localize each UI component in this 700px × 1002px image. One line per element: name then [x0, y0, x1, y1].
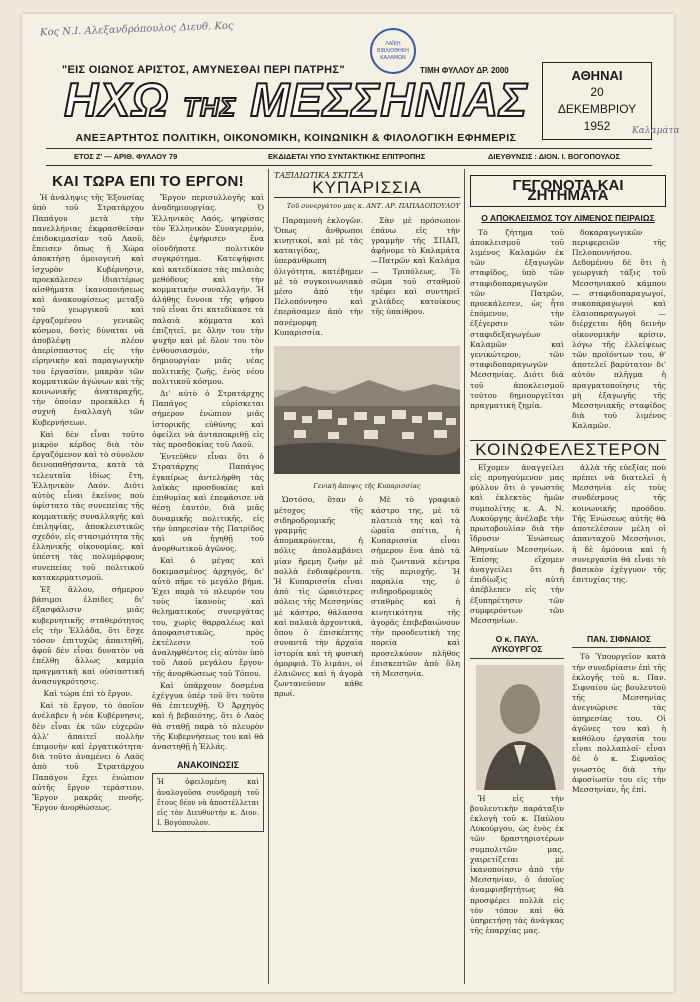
lead-paragraph: Καὶ ὑπάρχουν δοσμένα ἐχέγγυα ὑπὲρ τοῦ ὅτι τοῦτο θὰ ἐπιτευχθῇ. Ὁ Ἀρχηγὸς καὶ ἡ βεβαιότης, ὅτι ὁ Λαὸς θὰ σταθῇ παρὰ τὸ πλευρὸν τῆς Κυβερνήσεως του καὶ θὰ ἀναστηθῇ ἡ Ἑλλάς.	[152, 680, 264, 751]
profile-title: ΠΑΝ. ΣΙΦΝΑΙΟΣ	[572, 634, 666, 648]
notice-title: ΑΝΑΚΟΙΝΩΣΙΣ	[176, 760, 240, 771]
section-kicker: ΤΑΞΙΔΙΩΤΙΚΑ ΣΚΙΤΣΑ	[274, 171, 364, 180]
article-paragraph: Παραμονὴ ἐκλογῶν. Ὅπως ἄνθρωποι κινητικοί, καὶ μὲ τὰς καταιγίδας, ὑπεράνθρωπη ὀλιγότητα, κατέβημεν μὲ τὸ συγκοινωνιακὸ μέσο ἀπὸ τὴν Πελοπόννησο καὶ ἐπεράσαμεν ἀπὸ τὴν πανέμορφη Κυπαρισσία.	[274, 215, 363, 337]
profile-title: Ο κ. ΠΑΥΛ. ΛΥΚΟΥΡΓΟΣ	[470, 634, 564, 658]
notice-text: Ἡ ὀφειλομένη καὶ ἀναλογοῦσα συνδρομὴ τοῦ ἔτους δέον νὰ ἀποστέλλεται εἰς τὸν Διευθυντὴν κ. Διον. Ι. Βογόπουλον.	[152, 773, 264, 832]
issue-price: ΤΙΜΗ ΦΥΛΛΟΥ ΔΡ. 2000	[420, 66, 509, 75]
news-section-title: ΚΟΙΝΩΦΕΛΕΣΤΕΡΟΝ	[470, 440, 666, 460]
article-byline: Τοῦ συνεργάτου μας κ. ΑΝΤ. ΑΡ. ΠΑΠΑΔΟΠΟΥΛΟΥ	[286, 202, 460, 211]
lead-paragraph: Δι' αὐτὸ ὁ Στρατάρχης Παπάγος εὑρίσκεται σήμερον ἐνώπιον μιᾶς ἱστορικῆς εὐθύνης καὶ ὀφείλει νὰ ἀνταποκριθῇ εἰς τὰς προσδοκίας τοῦ Λαοῦ.	[152, 389, 264, 450]
lead-column-2	[152, 193, 264, 832]
article-paragraph: Ὡστόσο, ὅταν ὁ μέτοχος τῆς σιδηροδρομικῆς γραμμῆς ἀπομακρύνεται, ἡ πόλις ἀπολαμβάνει μίαν ἤρεμη ζωὴν μὲ πολλὰ ἐνδιαφέροντα. Ἡ Κυπαρισσία εἶναι ἀπὸ τὶς ὡραιότερες πόλεις τῆς Μεσσηνίας μὲ κάστρο, θάλασσα καὶ παλαιὰ ἀρχοντικά, ὅπου ὁ ἐπισκέπτης συναντᾶ τὴν ἀρχαία ἱστορία καὶ τὴ φυσικὴ ὀμορφιά. Τὸ λιμάνι, οἱ ἐλαιῶνες καὶ ἡ ἀγορὰ ζωντανεύουν κάθε πρωί.	[274, 495, 363, 699]
lead-paragraph: Καὶ τὸ ἔργον, τὸ ὁποῖον ἀνέλαβεν ἡ νέα Κυβέρνησις, δὲν εἶναι ἐκ τῶν εὐχερῶν ἀλλ' ἀπαιτεῖ πολλὴν ἐπιμονὴν καὶ ἐργατικότητα· διὰ τοῦτο ἀναμένει ὁ Λαὸς ἀπὸ τοῦ Στρατάρχου Παπάγου ἔχει ἐνώπιον αὐτῆς ἔργον τεράστιον. Ἔργον μακρᾶς πνοῆς. Ἔργον ἀνορθώσεως.	[32, 701, 144, 813]
column-rule	[268, 169, 269, 984]
news-subtitle: Ο ΑΠΟΚΛΕΙΣΜΟΣ ΤΟΥ ΛΙΜΕΝΟΣ ΠΕΙΡΑΙΩΣ	[481, 213, 655, 224]
handwritten-note: Κος Ν.Ι. Αλεξανδρόπουλος Διευθ. Κος	[39, 20, 234, 39]
lead-paragraph: Ἐξ ἄλλου, σήμερον βάσιμοι ἐλπίδες δι' ἐξασφάλισιν μιᾶς κυβερνητικῆς σταθερότητος εἰς τὴν Ἑλλάδα, ὅτι ἔσχε τόσον ἐπιτυχῶς ἀπαιτηθῆ, ἀφοῦ δὲν εἶναι δυνατὸν νὰ ἐπέλθῃ ἄλλως καμμία πραγματικὴ καὶ οὐσιαστικὴ ἀνασυγκρότησις.	[32, 584, 144, 686]
issue-number: ΕΤΟΣ Ζ' — ΑΡΙΘ. ΦΥΛΛΟΥ 79	[74, 152, 178, 161]
lead-paragraph: Ἐντεῦθεν εἶναι ὅτι ὁ Στρατάρχης Παπάγος ἐγκαίρως ἀντελήφθη τὰς λαϊκὰς προσδοκίας καὶ ἐπιθυμίας καὶ ἐπεφάσισε νὰ θέσῃ ἑαυτόν, διὰ μιᾶς δυναμικῆς πολιτικῆς, εἰς τὴν ὑπηρεσίαν τῆς Πατρίδος καὶ νὰ ἠγηθῇ τοῦ ἀνορθωτικοῦ ἀγῶνος.	[152, 452, 264, 554]
section-title: ΚΥΠΑΡΙΣΣΙΑ	[274, 183, 460, 198]
town-photo	[274, 346, 460, 474]
news-paragraph: ἀλλὰ τῆς εὐεξίας ποὺ πρέπει νὰ διατελεῖ ἡ Μεσσηνία εἰς τοὺς συνδέσμους τῆς κοινωνικῆς προόδου. Τῆς Ἑνώσεως αὐτῆς θὰ ἀποτελέσουν μέλη οἱ ἀπανταχοῦ Μεσσήνιοι, ἡ δὲ ὁμόνοια καὶ ἡ συνεργασία θὰ εἶναι τὸ βασικὸν ἐχέγγυον τῆς ἐπιτυχίας της.	[572, 462, 666, 585]
portrait-photo	[476, 665, 564, 790]
newspaper-subtitle: ΑΝΕΞΑΡΤΗΤΟΣ ΠΟΛΙΤΙΚΗ, ΟΙΚΟΝΟΜΙΚΗ, ΚΟΙΝΩΝΙΚΗ & ΦΙΛΟΛΟΓΙΚΗ ΕΦΗΜΕΡΙΣ	[75, 132, 517, 144]
newspaper-title	[52, 74, 540, 133]
newspaper-page	[22, 14, 680, 992]
title-part-1: ΗΧΩ	[64, 73, 170, 126]
news-paragraph: Τὸ Ὑπουργεῖον κατὰ τὴν συνεδρίασιν ἐπὶ τῆς ἐκλογῆς τοῦ κ. Παν. Σιφναίου ὡς βουλευτοῦ τῆς Μεσσηνίας ἀνεγνώρισε τὰς ὑπηρεσίας του. Οἱ ἀγῶνες του καὶ ἡ καθόλου ἐργασία του εἶναι πολλαπλοῖ· εἶναι δὲ ὁ κ. Σιφναῖος γνωστὸς διὰ τὴν ἀφοσίωσίν του εἰς τὴν Μεσσηνίαν, ἧς ἐπί.	[572, 652, 666, 794]
lead-column-1	[32, 193, 144, 832]
lead-paragraph: Ἔργον περισυλλογῆς καὶ ἀναδημιουργίας. Ὁ Ἑλληνικὸς Λαός, ψηφίσας τὸν Ἑλληνικὸν Συναγερμόν, δὲν ἐψήφισεν ἕνα οἰονδήποτε πολιτικὸν συγκρότημα. Κατεψήφισε καὶ κατεδίκασε τὰς παλαιὰς μεθόδους καὶ τὴν κομματικὴν συναλλαγήν. Ἡ ἀλήθης ἔννοια τῆς ψήφου τοῦ εἶναι ὅτι κατεδίκασε τὰ παλαιὰ κόμματα καὶ ἐπιζητεῖ, με ὅλην του τὴν ψυχὴν καὶ μὲ ὅλον του τὸν ἐνθουσιασμόν, τὴν δημιουργίαν μιᾶς νέας πολιτικῆς ζωῆς, ἑνὸς νέου πολιτικοῦ κόσμου.	[152, 193, 264, 386]
info-bar	[46, 148, 652, 166]
lead-paragraph: Ἡ ἀνάληψις τῆς Ἐξουσίας ὑπὸ τοῦ Στρατάρχου Παπάγου μετὰ τὴν πανελλήνιας ἐκφρασθεῖσαν ἐπιδοκιμασίαν τοῦ Λαοῦ, ἔπεισεν ὅπως ἡ Χώρα ἀποκτήσῃ ὁμοιογενῆ καὶ ἰσχυρὸν Κυβέρνησιν, προεκάλεσεν ἰδιαιτέρως αἰσθήματα ἱκανοποιήσεως καὶ ἀνακουφίσεως μεταξὺ τοῦ γεωργικοῦ καὶ ἐργαζομένου γενικῶς κόσμου, δοτὶς δύναται νὰ ἀποβλέψῃ πλέον ἀπερίσπαστος εἰς τὴν εἰρηνικὴν καὶ παραγωγικὴν του ἐργασίαν, μακρὰν τῶν κομματικῶν ἀγώνων καὶ τῆς κοινωνικῆς ἀναταραχῆς, τὴν ὁποίαν προεκάλει ἡ συχνὴ ἐναλλαγὴ τῶν Κυβερνήσεων.	[32, 193, 144, 427]
news-paragraph: Ἡ εἰς τὴν βουλευτικὴν παράταξιν ἐκλογὴ τοῦ κ. Παύλου Λυκούργου, ὡς ἑνὸς ἐκ τῶν δραστηριοτέρων συμπολιτῶν μας, χαιρετίζεται μὲ ἱκανοποίησιν ἀπὸ τὴν Μεσσηνίαν, ὁ ὁποῖος ἀναμφισβητήτως θὰ προσφέρει πολλὰ εἰς τὸν τόπον καὶ θὰ ὑπηρετήσῃ τὰς ἀνάγκας τῆς ἐπαρχίας μας.	[470, 793, 564, 936]
date-month: ΔΕΚΕΜΒΡΙΟΥ	[557, 102, 637, 116]
date-day: 20	[590, 85, 604, 99]
lead-paragraph: Καὶ ὁ μέγας καὶ δοκιμασμένος ἀρχηγός, δι' αὐτὸ πῆρε τὸ μεγάλο βήμα. Ἐχει παρὰ τὸ πλευρόν του τοὺς ἱκανοὺς καὶ θεληματικοὺς συνεργάτας του, χωρὶς θαρραλέως καὶ ἀποφασιστικῶς, πρὸς ἐκτέλεσιν τοῦ ἀναληφθέντος εἰς αὐτὸν ὑπὸ τοῦ Λαοῦ μεγάλου ἔργου· τῆς ἀνορθώσεως τοῦ Τόπου.	[152, 556, 264, 678]
date-city: ΑΘΗΝΑΙ	[571, 68, 623, 83]
lead-article	[32, 169, 264, 984]
lead-title: ΚΑΙ ΤΩΡΑ ΕΠΙ ΤΟ ΕΡΓΟΝ!	[52, 173, 244, 190]
date-year: 1952	[583, 119, 611, 133]
article-paragraph: Σὰν μὲ πρόσωπον ἐπάνω εἰς τὴν γραμμὴν τῆς ΣΠΑΠ, ἀφήνομε τὸ Καλαμάτα —Πατρῶν καὶ Καλάμα — Τριπόλεως. Τὸ σῶμα τοῦ σταθμοῦ τρέφει καὶ συντηρεῖ χιλιάδες κατοίκους τῆς ὑπαίθρου.	[371, 215, 460, 317]
article-paragraph: Μὲ τὸ γραφικὸ κάστρο της, μὲ τὰ πλατειὰ της καὶ τὰ ὡραῖα σπίτια, ἡ Κυπαρισσία εἶναι σήμερον ἕνα ἀπὸ τὰ πιὸ ζωντανὰ κέντρα τῆς περιοχῆς. Ἡ παραλία της, ὁ σιδηροδρομικὸς σταθμὸς καὶ ἡ κινητικότητα τῆς ἀγορᾶς ἐπιβεβαιώνουν τὴν προοδευτικὴ της πορεία καὶ προσελκύουν πλῆθος ἐπισκεπτῶν ἀπὸ ὅλη τὴ Μεσσηνία.	[371, 495, 460, 678]
masthead-motto: "ΕΙΣ ΟΙΩΝΟΣ ΑΡΙΣΤΟΣ, ΑΜΥΝΕΣΘΑΙ ΠΕΡΙ ΠΑΤΡΗΣ"	[62, 64, 345, 76]
column-rule	[464, 169, 465, 984]
news-title: ΓΕΓΟΝΟΤΑ ΚΑΙ ΖΗΤΗΜΑΤΑ	[470, 175, 666, 207]
news-paragraph: Εἴχομεν ἀναγγείλει εἰς προηγούμενον μας φύλλον ὅτι ὁ γνωστὸς καὶ ἐκλεκτὸς ἡμῶν συμπολίτης κ. Α. Ν. Λυκούργης ἀνέλαβε τὴν πρωτοβουλίαν διὰ τὴν ἵδρυσιν Ἑνώσεως Ἀθηναίων Μεσσηνίων. Ἐπίσης εἴχομεν ἀναγγείλει ὅτι ἡ ἐπιδίωξις αὐτὴ ἀπέβλεπεν εἰς τὴν ἐξυπηρέτησιν τῶν συμφερόντων τῶν Μεσσηνίων.	[470, 462, 564, 625]
photo-caption: Γενικὴ ἄποψις τῆς Κυπαρισσίας	[313, 482, 421, 491]
margin-handwriting: Καλαμάτα	[632, 126, 680, 136]
news-paragraph: δοκαραγωγικῶν περιφερειῶν τῆς Πελοποννήσου. Δεδομένου δὲ ὅτι ἡ γεωργικὴ τάξις τοῦ Μεσσηνιακοῦ κάμπου — σταφιδοπαραγωγοί, συκοπαραγωγοὶ καὶ ἐλαιοπαραγωγοὶ — διέρχεται ἤδη δεινὴν οἰκονομικὴν κρίσιν, λόγω τῆς ἐλλείψεως τῶν προϊόντων του, θ' ἀποτελεῖ βαρύτατον δι' αὐτὸν πλῆγμα ἡ πραγματοποίησις τῆς μὴ ἐξαγωγῆς τῆς Μεσσηνιακῆς σταφίδος διὰ τοῦ λιμένος Καλαμῶν.	[572, 227, 666, 431]
lead-paragraph: Καὶ δὲν εἶναι τοῦτο μικρὸν κέρδος διὰ τὸν ἐργαζόμενον καὶ τὸ σύνολον δεινοπαθήσαντα, κατὰ τὰ τελευταῖα ἰδίως ἔτη, Ἑλληνικὸν Λαόν. Διότι αὐτὸς εἶναι ἐκεῖνος ποὺ ὑφίστατο τὰς συνεπείας τῆς κομματικῆς συναλλαγῆς καὶ ἐπιληψίας, ἀποκλειστικῶς σχεδόν, εἰς στασιμότητα τῆς ἐλληνικῆς οἰκονομίας, καὶ ὑπέστη τὰς πολυμόρφους συνεπείας τοῦ πολιτικοῦ κατακερματισμοῦ.	[32, 429, 144, 582]
travel-article	[274, 169, 460, 984]
publisher-line: ΕΚΔΙΔΕΤΑΙ ΥΠΟ ΣΥΝΤΑΚΤΙΚΗΣ ΕΠΙΤΡΟΠΗΣ	[268, 152, 426, 161]
lead-paragraph: Καὶ τώρα ἐπὶ τὸ ἔργον.	[43, 688, 133, 698]
title-part-2: ΤΗΣ	[183, 92, 237, 122]
news-paragraph: Τὸ ζήτημα τοῦ ἀποκλεισμοῦ τοῦ λιμένος Καλαμῶν ἐκ τῶν ἐξαγωγῶν σταφίδος, ὑπὸ τῶν σταφιδοπαραγωγῶν τῶν Πατρῶν, προεκάλεσεν, ὡς ἦτο ἑπόμενον, τὴν ἐξέγερσιν τῶν σταφιδεξαγωγέων Καλαμῶν καὶ γενικώτερον, τῶν σταφιδοπαραγωγῶν Μεσσηνίας. Διότι διὰ τοῦ ἀποκλεισμοῦ τούτου δημιουργεῖται πραγματικὴ ζημία.	[470, 227, 564, 411]
library-stamp: ΛΑΪΚΗ ΒΙΒΛΙΟΘΗΚΗ ΚΑΛΑΜΩΝ	[370, 28, 416, 74]
title-part-3: ΜΕΣΣΗΝΙΑΣ	[250, 73, 528, 126]
director-line: ΔΙΕΥΘΥΝΣΙΣ : ΔΙΟΝ. Ι. ΒΟΓΟΠΟΥΛΟΣ	[488, 152, 620, 161]
news-column	[470, 169, 666, 984]
